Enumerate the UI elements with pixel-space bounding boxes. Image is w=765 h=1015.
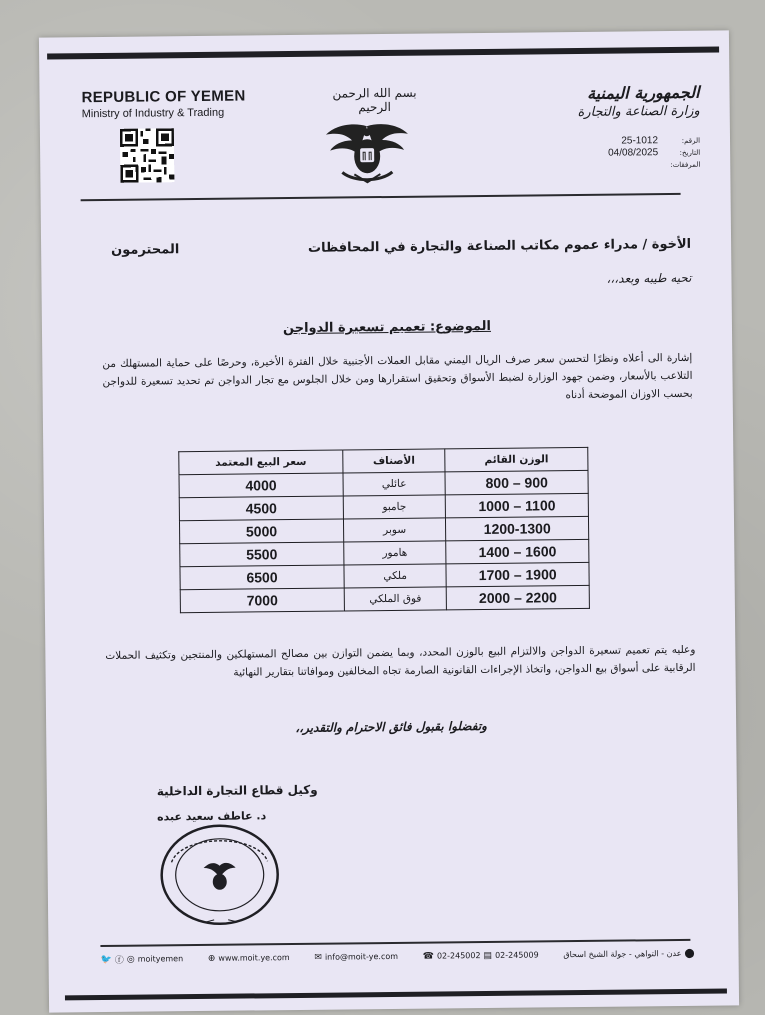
mail-icon: ✉ <box>314 952 322 963</box>
weight-column-header: الوزن القائم <box>445 447 588 471</box>
table-row <box>180 585 589 612</box>
official-stamp-icon <box>157 821 282 928</box>
price-cell: 4500 <box>179 496 343 521</box>
footer-social <box>101 952 184 966</box>
instagram-icon: ◎ <box>126 954 135 965</box>
price-cell: 5000 <box>179 519 343 544</box>
weight-cell: 1400 – 1600 <box>446 539 589 563</box>
ministry-name-en: Ministry of Industry & Trading <box>81 106 225 121</box>
category-cell: ملكي <box>344 564 447 588</box>
price-cell: 4000 <box>179 473 343 498</box>
addressee: الأخوة / مدراء عموم مكاتب الصناعة والتجارة في المحافظات <box>307 236 692 256</box>
poultry-price-table <box>178 447 590 613</box>
price-column-header: سعر البيع المعتمد <box>179 450 343 475</box>
attachments-label: المرفقات: <box>670 160 701 170</box>
location-pin-icon: ⬤ <box>684 948 695 959</box>
footer-divider <box>100 939 690 947</box>
weight-cell: 800 – 900 <box>445 470 588 494</box>
ministry-name-ar: وزارة الصناعة والتجارة <box>577 103 700 121</box>
price-cell: 7000 <box>180 588 344 613</box>
address-text: عدن - التواهي - جولة الشيخ اسحاق <box>563 948 682 960</box>
category-cell: سوبر <box>343 518 446 542</box>
basmala: بسم الله الرحمن الرحيم <box>332 85 417 115</box>
phone-1: 02-245002 <box>436 951 481 961</box>
memo-date-label: التاريخ: <box>679 148 701 157</box>
fax-icon: ▤ <box>483 950 493 961</box>
footer-website <box>208 953 290 964</box>
footer-contacts <box>101 947 695 966</box>
body-paragraph-1: إشارة الى أعلاه ونظرًا لتحسن سعر صرف الريال اليمني مقابل العملات الأجنبية خلال الفترة الأخيرة، وحرصًا على حماية المستهلك من التلاعب بالأسعار، وضمن جهود الوزارة لضبط الأسواق وتحقيق استقرارها ومن خلال الجلوس مع تجار الدواجن تم تحديد تسعيرة للدواجن بحسب الاوزان الموضحة أدناه <box>102 351 693 402</box>
weight-cell: 1000 – 1100 <box>445 493 588 517</box>
subject-text: الموضوع: تعميم تسعيرة الدواجن <box>282 318 492 337</box>
memo-sheet <box>39 30 739 1012</box>
phone-icon: ☎ <box>422 951 434 962</box>
subject-line <box>42 312 732 338</box>
signatory-name: د. عاطف سعيد عبده <box>157 809 267 824</box>
category-cell: عائلي <box>343 472 446 496</box>
body-paragraph-2: وعليه يتم تعميم تسعيرة الدواجن والالتزام البيع بالوزن المحدد، وبما يضمن التوازن بين مصالح المستهلكين والمنتجين وتكثيف الحملات الرقابية على أسواق بيع الدواجن، واتخاذ الإجراءات القانونية الصارمة تجاه المخالفين وموافاتنا بتقارير النهائية <box>105 643 696 679</box>
honorific: المحترمون <box>111 242 180 258</box>
twitter-icon: 🐦 <box>100 954 112 965</box>
email-text: info@moit-ye.com <box>324 951 399 962</box>
footer-email <box>314 951 398 962</box>
top-rule <box>47 47 719 60</box>
yemen-eagle-emblem-icon <box>324 116 411 189</box>
footer-address <box>563 948 694 959</box>
header-arabic <box>549 83 699 121</box>
price-cell: 5500 <box>180 542 344 567</box>
salutation-line <box>111 236 692 258</box>
facebook-icon: ⓕ <box>114 955 124 966</box>
memo-date: 04/08/2025 <box>608 147 659 159</box>
qr-code-icon <box>120 128 175 183</box>
phone-2: 02-245009 <box>495 950 539 960</box>
category-column-header: الأصناف <box>343 449 446 473</box>
price-cell: 6500 <box>180 565 344 590</box>
header-divider <box>81 193 681 201</box>
country-name-en: REPUBLIC OF YEMEN <box>81 87 246 107</box>
category-cell: هامور <box>344 541 447 565</box>
greeting: تحيه طيبه وبعد،،، <box>606 270 692 286</box>
reference-number: 25-1012 <box>621 135 659 147</box>
reference-number-label: الرقم: <box>681 136 701 145</box>
header-english <box>81 87 281 120</box>
weight-cell: 1700 – 1900 <box>446 562 589 586</box>
social-handle: moityemen <box>137 954 184 964</box>
bottom-rule <box>65 988 727 1000</box>
footer-phone <box>423 950 539 961</box>
country-name-ar: الجمهورية اليمنية <box>586 82 700 103</box>
reference-block <box>560 135 700 172</box>
category-cell: فوق الملكي <box>344 587 447 611</box>
weight-cell: 2000 – 2200 <box>446 585 589 609</box>
closing-line: وتفضلوا بقبول فائق الاحترام والتقدير،، <box>295 718 488 735</box>
weight-cell: 1200-1300 <box>446 516 589 540</box>
signatory-title: وكيل قطاع التجارة الداخلية <box>156 782 318 799</box>
globe-icon: ⊕ <box>207 953 216 964</box>
website-text: www.moit.ye.com <box>218 953 290 963</box>
category-cell: جامبو <box>343 495 446 519</box>
